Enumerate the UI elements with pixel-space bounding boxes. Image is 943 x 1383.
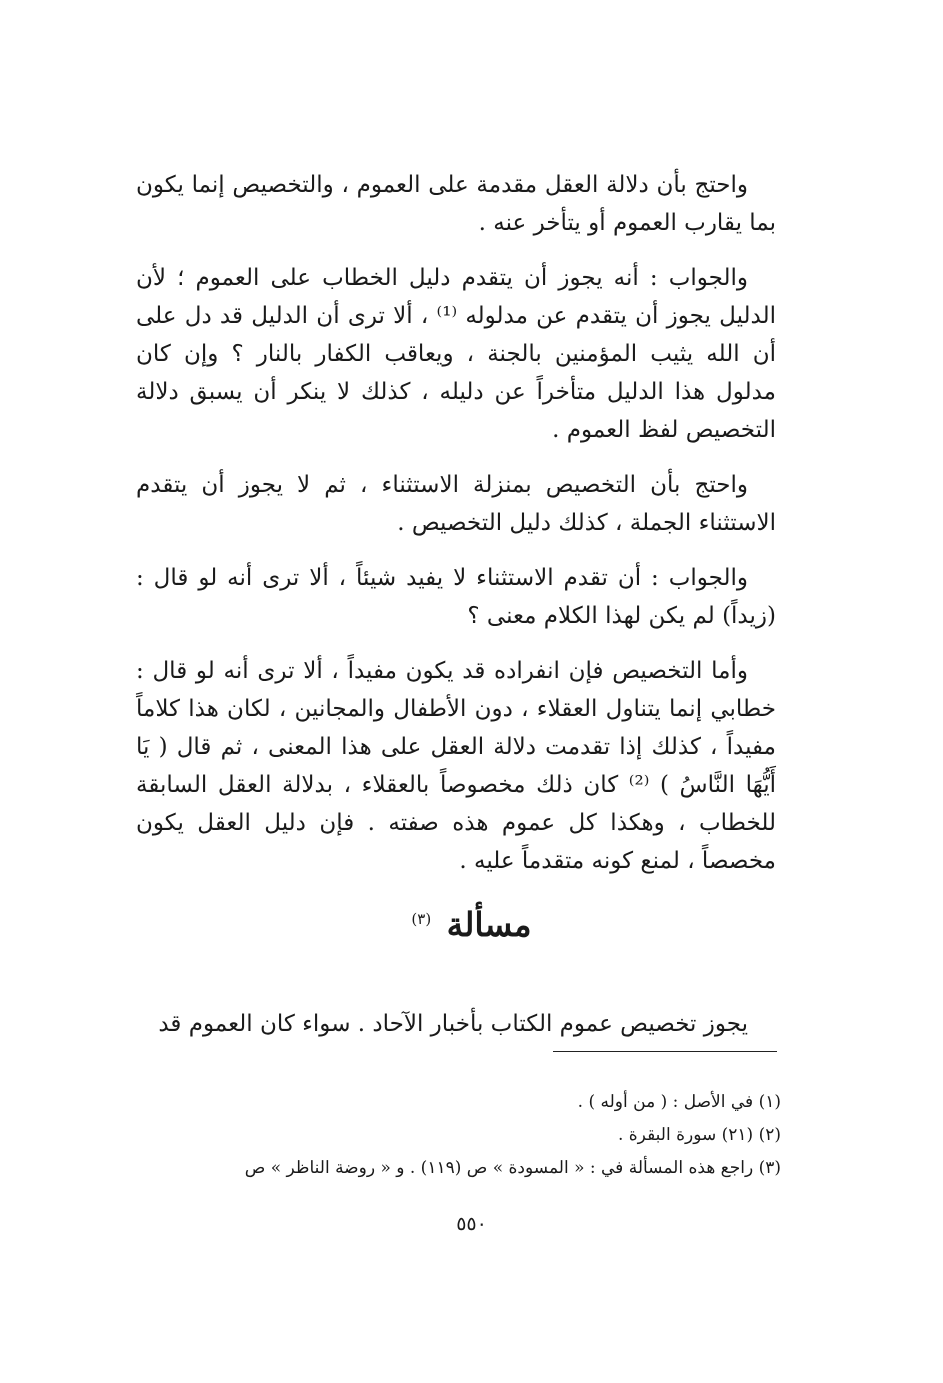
page-number: ٥٥٠: [456, 1213, 487, 1235]
section-heading: [0, 905, 943, 944]
footnote-1: (١) في الأصل : ( من أوله ) .: [577, 1092, 781, 1112]
section-first-line: يجوز تخصيص عموم الكتاب بأخبار الآحاد . سواء كان العموم قد: [158, 1011, 748, 1037]
footnotes: [136, 1086, 781, 1185]
paragraph-2: والجواب : أنه يجوز أن يتقدم دليل الخطاب على العموم ؛ لأن الدليل يجوز أن يتقدم عن مدلوله ⁽¹⁾ ، ألا ترى أن الدليل قد دل على أن الله يثيب المؤمنين بالجنة ، ويعاقب الكفار بالنار ؟ وإن كان مدلول هذا الدليل متأخراً عن دليله ، كذلك لا ينكر أن يسبق دلالة التخصيص لفظ العموم .: [136, 265, 776, 443]
footnote-3: (٣) راجع هذه المسألة في : « المسودة » ص (١١٩) . و « روضة الناظر » ص: [244, 1158, 781, 1178]
section-title: مسألة: [446, 905, 532, 944]
paragraph-5: وأما التخصيص فإن انفراده قد يكون مفيداً ، ألا ترى أنه لو قال : خطابي إنما يتناول العقلاء ، دون الأطفال والمجانين ، لكان هذا كلاماً مفيداً ، كذلك إذا تقدمت دلالة العقل على هذا المعنى ، ثم قال ( يَا أَيُّهَا النَّاسُ ) ⁽²⁾ كان ذلك مخصوصاً بالعقلاء ، بدلالة العقل السابقة للخطاب ، وهكذا كل عموم هذه صفته . فإن دليل العقل يكون مخصصاً ، لمنع كونه متقدماً عليه .: [136, 658, 776, 874]
paragraph-4: والجواب : أن تقدم الاستثناء لا يفيد شيئاً ، ألا ترى أنه لو قال : (زيداً) لم يكن لهذا الكلام معنى ؟: [136, 565, 776, 629]
body-text: [136, 166, 776, 897]
section-footnote-ref: (٣): [411, 910, 432, 928]
footnote-separator: [553, 1051, 777, 1052]
footnote-2: (٢) (٢١) سورة البقرة .: [617, 1125, 781, 1145]
paragraph-1: واحتج بأن دلالة العقل مقدمة على العموم ، والتخصيص إنما يكون بما يقارب العموم أو يتأخر عنه .: [136, 172, 776, 236]
paragraph-3: واحتج بأن التخصيص بمنزلة الاستثناء ، ثم لا يجوز أن يتقدم الاستثناء الجملة ، كذلك دليل التخصيص .: [136, 472, 776, 536]
